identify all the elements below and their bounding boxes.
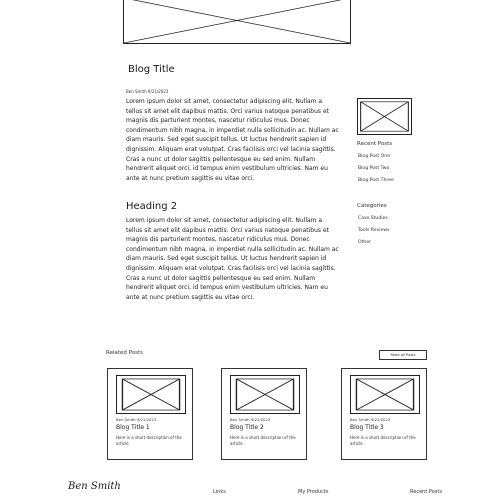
related-post-card-3[interactable] bbox=[341, 368, 427, 460]
post-meta: Ben Smith 9/21/2023 bbox=[126, 89, 169, 94]
paragraph-line: hendrerit aliquet orci, id tempus enim vestibulum ultricies. Nam eu bbox=[126, 284, 328, 292]
card-description: Here is a short description of the article bbox=[230, 435, 296, 446]
paragraph-line: diam mauris. Sed eget suscipit tellus. Ut luctus hendrerit sapien id bbox=[126, 255, 327, 263]
post-paragraph-2 bbox=[126, 216, 348, 302]
footer-links[interactable]: Links bbox=[213, 489, 226, 495]
image-placeholder-icon bbox=[351, 376, 419, 413]
paragraph-line: tellus sit amet elit dapibus mattis. Orci varius natoque penatibus et bbox=[126, 226, 329, 234]
sidebar-item-recent-3[interactable]: Blog Post Three bbox=[358, 178, 394, 183]
section-heading: Heading 2 bbox=[126, 201, 178, 212]
card-meta: Ben Smith 9/21/2023 bbox=[230, 417, 271, 422]
related-post-card-2[interactable] bbox=[221, 368, 307, 460]
paragraph-line: Lorem ipsum dolor sit amet, consectetur adipiscing elit. Nullam a bbox=[126, 217, 323, 224]
footer-my-products[interactable]: My Products bbox=[298, 489, 329, 495]
card-title[interactable]: Blog Title 1 bbox=[116, 424, 150, 431]
sidebar-item-category-2[interactable]: Tools Reviews bbox=[358, 228, 390, 233]
paragraph-line: Lorem ipsum dolor sit amet, consectetur adipiscing elit. Nullam a bbox=[126, 98, 323, 105]
card-image-placeholder bbox=[230, 375, 300, 414]
card-description: Here is a short description of the article bbox=[116, 435, 182, 446]
image-placeholder-icon bbox=[231, 376, 299, 413]
card-title[interactable]: Blog Title 3 bbox=[350, 424, 384, 431]
paragraph-line: dignissim. Aliquam erat volutpat. Cras facilisis orci vel lacinia sagittis. bbox=[126, 264, 336, 272]
hero-image-placeholder bbox=[123, 0, 351, 44]
sidebar-item-category-1[interactable]: Case Studies bbox=[358, 216, 388, 221]
paragraph-line: diam mauris. Sed eget suscipit tellus. Ut luctus hendrerit sapien id bbox=[126, 136, 327, 144]
paragraph-line: Cras a nunc ut dolor sagittis pellentesque eu sed enim. Nullam bbox=[126, 155, 316, 163]
recent-posts-heading: Recent Posts bbox=[357, 141, 393, 147]
card-meta: Ben Smith 9/21/2023 bbox=[350, 417, 391, 422]
post-paragraph-1 bbox=[126, 97, 348, 183]
paragraph-line: condimentum nibh magna, in imperdiet nulla sollicitudin ac. Nullam ac bbox=[126, 126, 339, 134]
sidebar-image-placeholder bbox=[357, 98, 412, 135]
paragraph-line: Cras a nunc ut dolor sagittis pellentesque eu sed enim. Nullam bbox=[126, 274, 316, 282]
image-placeholder-icon bbox=[124, 0, 350, 43]
related-post-card-1[interactable] bbox=[107, 368, 193, 460]
paragraph-line: magnis dis parturient montes, nascetur ridiculus mus. Donec bbox=[126, 236, 310, 244]
sidebar-item-recent-2[interactable]: Blog Post Two bbox=[358, 166, 390, 171]
card-title[interactable]: Blog Title 2 bbox=[230, 424, 264, 431]
paragraph-line: ante at nunc pretium sagittis eu vitae orci. bbox=[126, 293, 255, 301]
read-all-posts-button[interactable] bbox=[379, 350, 427, 360]
card-meta: Ben Smith 9/21/2023 bbox=[116, 417, 157, 422]
sidebar-item-recent-1[interactable]: Blog Post One bbox=[358, 154, 391, 159]
card-image-placeholder bbox=[116, 375, 186, 414]
card-description: Here is a short description of the article bbox=[350, 435, 416, 446]
paragraph-line: condimentum nibh magna, in imperdiet nulla sollicitudin ac. Nullam ac bbox=[126, 245, 339, 253]
paragraph-line: ante at nunc pretium sagittis eu vitae orci. bbox=[126, 174, 255, 182]
read-all-posts-label: Read all Posts bbox=[390, 353, 416, 357]
paragraph-line: dignissim. Aliquam erat volutpat. Cras facilisis orci vel lacinia sagittis. bbox=[126, 145, 336, 153]
categories-heading: Categories bbox=[357, 203, 387, 209]
footer-recent-posts[interactable]: Recent Posts bbox=[410, 489, 442, 495]
paragraph-line: tellus sit amet elit dapibus mattis. Orci varius natoque penatibus et bbox=[126, 107, 329, 115]
related-posts-heading: Related Posts bbox=[106, 350, 144, 356]
paragraph-line: hendrerit aliquet orci, id tempus enim vestibulum ultricies. Nam eu bbox=[126, 165, 328, 173]
page-title: Blog Title bbox=[128, 64, 175, 75]
image-placeholder-icon bbox=[358, 99, 411, 134]
card-image-placeholder bbox=[350, 375, 420, 414]
footer-signature-logo: Ben Smith bbox=[68, 481, 121, 492]
paragraph-line: magnis dis parturient montes, nascetur ridiculus mus. Donec bbox=[126, 117, 310, 125]
sidebar-item-category-3[interactable]: Other bbox=[358, 240, 372, 245]
image-placeholder-icon bbox=[117, 376, 185, 413]
